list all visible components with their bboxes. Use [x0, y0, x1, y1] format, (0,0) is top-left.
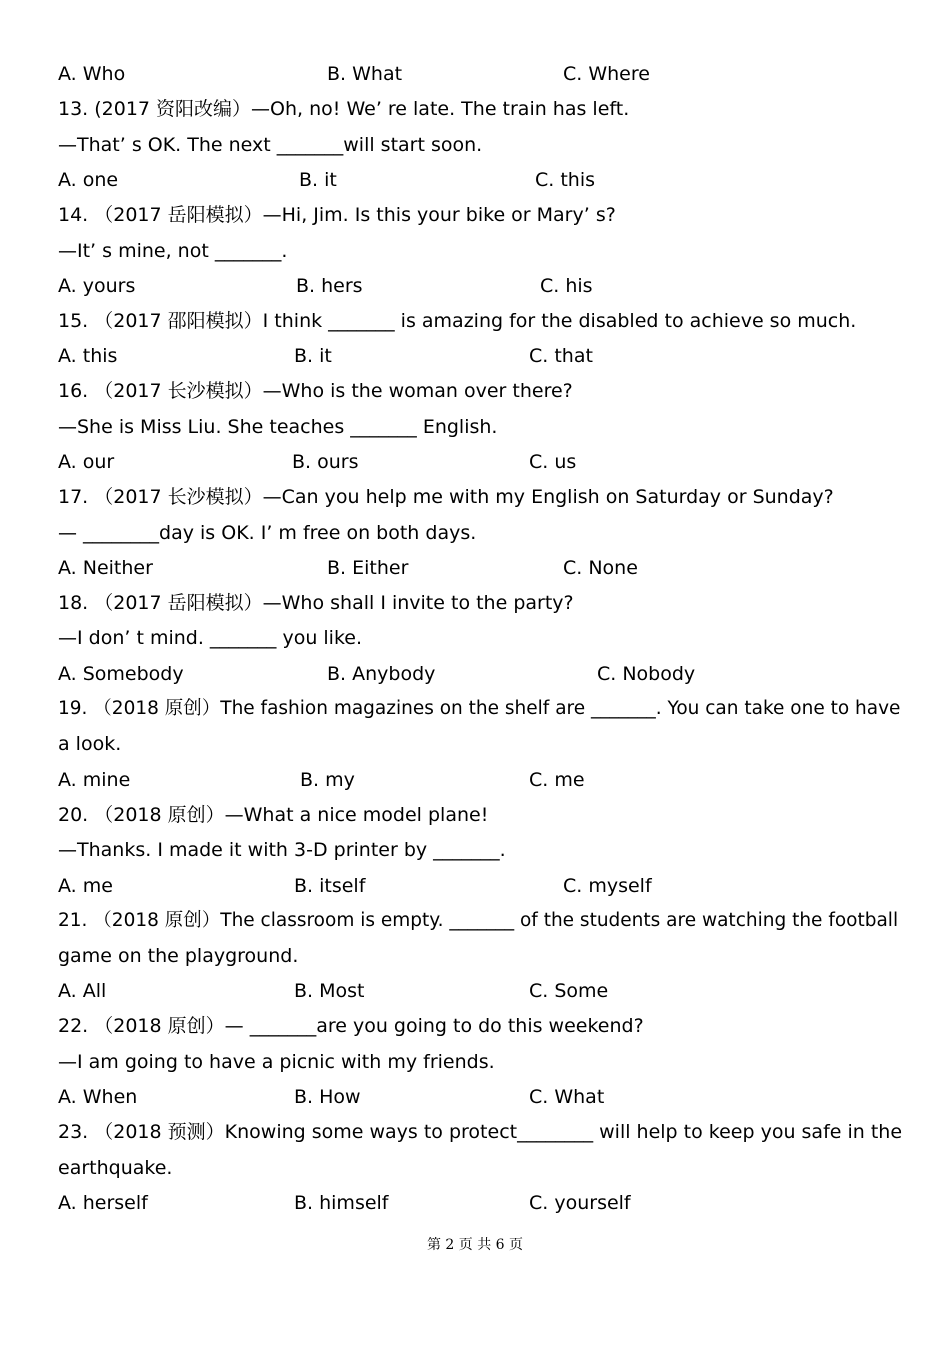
- q16-option-b: B. ours: [292, 451, 359, 473]
- q13-response: —That’ s OK. The next _______will start soon.: [58, 134, 483, 156]
- q12-option-a: A. Who: [58, 63, 126, 85]
- q20-question: 20. （2018 原创）—What a nice model plane!: [58, 804, 489, 826]
- q19-question: 19. （2018 原创）The fashion magazines on the shelf are _______. You can take one to have: [58, 698, 901, 719]
- q16-option-c: C. us: [529, 451, 577, 473]
- q21-option-a: A. All: [58, 980, 107, 1002]
- q21-question: 21. （2018 原创）The classroom is empty. _______ of the students are watching the football: [58, 910, 899, 931]
- q18-option-a: A. Somebody: [58, 663, 184, 685]
- q23-question: 23. （2018 预测）Knowing some ways to protect________ will help to keep you safe in the: [58, 1121, 903, 1143]
- q12-option-c: C. Where: [563, 63, 650, 85]
- q17-option-b: B. Either: [327, 557, 409, 579]
- q18-response: —I don’ t mind. _______ you like.: [58, 627, 363, 649]
- q13-option-c: C. this: [535, 169, 596, 191]
- q13-question: 13. (2017 资阳改编）—Oh, no! We’ re late. The train has left.: [58, 98, 630, 120]
- q13-option-a: A. one: [58, 169, 119, 191]
- q21-question-cont: game on the playground.: [58, 945, 299, 967]
- q20-option-c: C. myself: [563, 875, 652, 897]
- q14-option-a: A. yours: [58, 275, 136, 297]
- q16-response: —She is Miss Liu. She teaches _______ English.: [58, 416, 498, 438]
- q22-option-c: C. What: [529, 1086, 605, 1108]
- q20-option-a: A. me: [58, 875, 113, 897]
- q17-option-c: C. None: [563, 557, 638, 579]
- q21-option-c: C. Some: [529, 980, 609, 1002]
- q15-question: 15. （2017 邵阳模拟）I think _______ is amazing for the disabled to achieve so much.: [58, 310, 857, 332]
- q15-option-c: C. that: [529, 345, 593, 367]
- q22-option-a: A. When: [58, 1086, 138, 1108]
- q16-question: 16. （2017 长沙模拟）—Who is the woman over there?: [58, 380, 573, 402]
- q17-response: — ________day is OK. I’ m free on both days.: [58, 522, 477, 544]
- q19-option-c: C. me: [529, 769, 585, 791]
- q23-option-c: C. yourself: [529, 1192, 631, 1214]
- q15-option-b: B. it: [294, 345, 332, 367]
- q17-option-a: A. Neither: [58, 557, 153, 579]
- q19-option-b: B. my: [300, 769, 355, 791]
- q23-option-b: B. himself: [294, 1192, 389, 1214]
- q16-option-a: A. our: [58, 451, 115, 473]
- q20-option-b: B. itself: [294, 875, 366, 897]
- q22-response: —I am going to have a picnic with my friends.: [58, 1051, 495, 1073]
- q17-question: 17. （2017 长沙模拟）—Can you help me with my English on Saturday or Sunday?: [58, 486, 834, 508]
- q13-option-b: B. it: [299, 169, 337, 191]
- q15-option-a: A. this: [58, 345, 118, 367]
- q20-response: —Thanks. I made it with 3-D printer by _______.: [58, 839, 506, 861]
- q21-option-b: B. Most: [294, 980, 365, 1002]
- q22-option-b: B. How: [294, 1086, 361, 1108]
- q23-option-a: A. herself: [58, 1192, 148, 1214]
- q14-option-c: C. his: [540, 275, 593, 297]
- q14-option-b: B. hers: [296, 275, 363, 297]
- q19-option-a: A. mine: [58, 769, 131, 791]
- q12-option-b: B. What: [327, 63, 403, 85]
- q18-option-b: B. Anybody: [327, 663, 436, 685]
- q14-response: —It’ s mine, not _______.: [58, 240, 288, 262]
- q14-question: 14. （2017 岳阳模拟）—Hi, Jim. Is this your bike or Mary’ s?: [58, 204, 616, 226]
- page-number-footer: 第 2 页 共 6 页: [426, 1237, 524, 1253]
- q22-question: 22. （2018 原创）— _______are you going to do this weekend?: [58, 1015, 644, 1037]
- q19-question-cont: a look.: [58, 733, 122, 755]
- q18-question: 18. （2017 岳阳模拟）—Who shall I invite to the party?: [58, 592, 574, 614]
- q23-question-cont: earthquake.: [58, 1157, 173, 1179]
- q18-option-c: C. Nobody: [597, 663, 696, 685]
